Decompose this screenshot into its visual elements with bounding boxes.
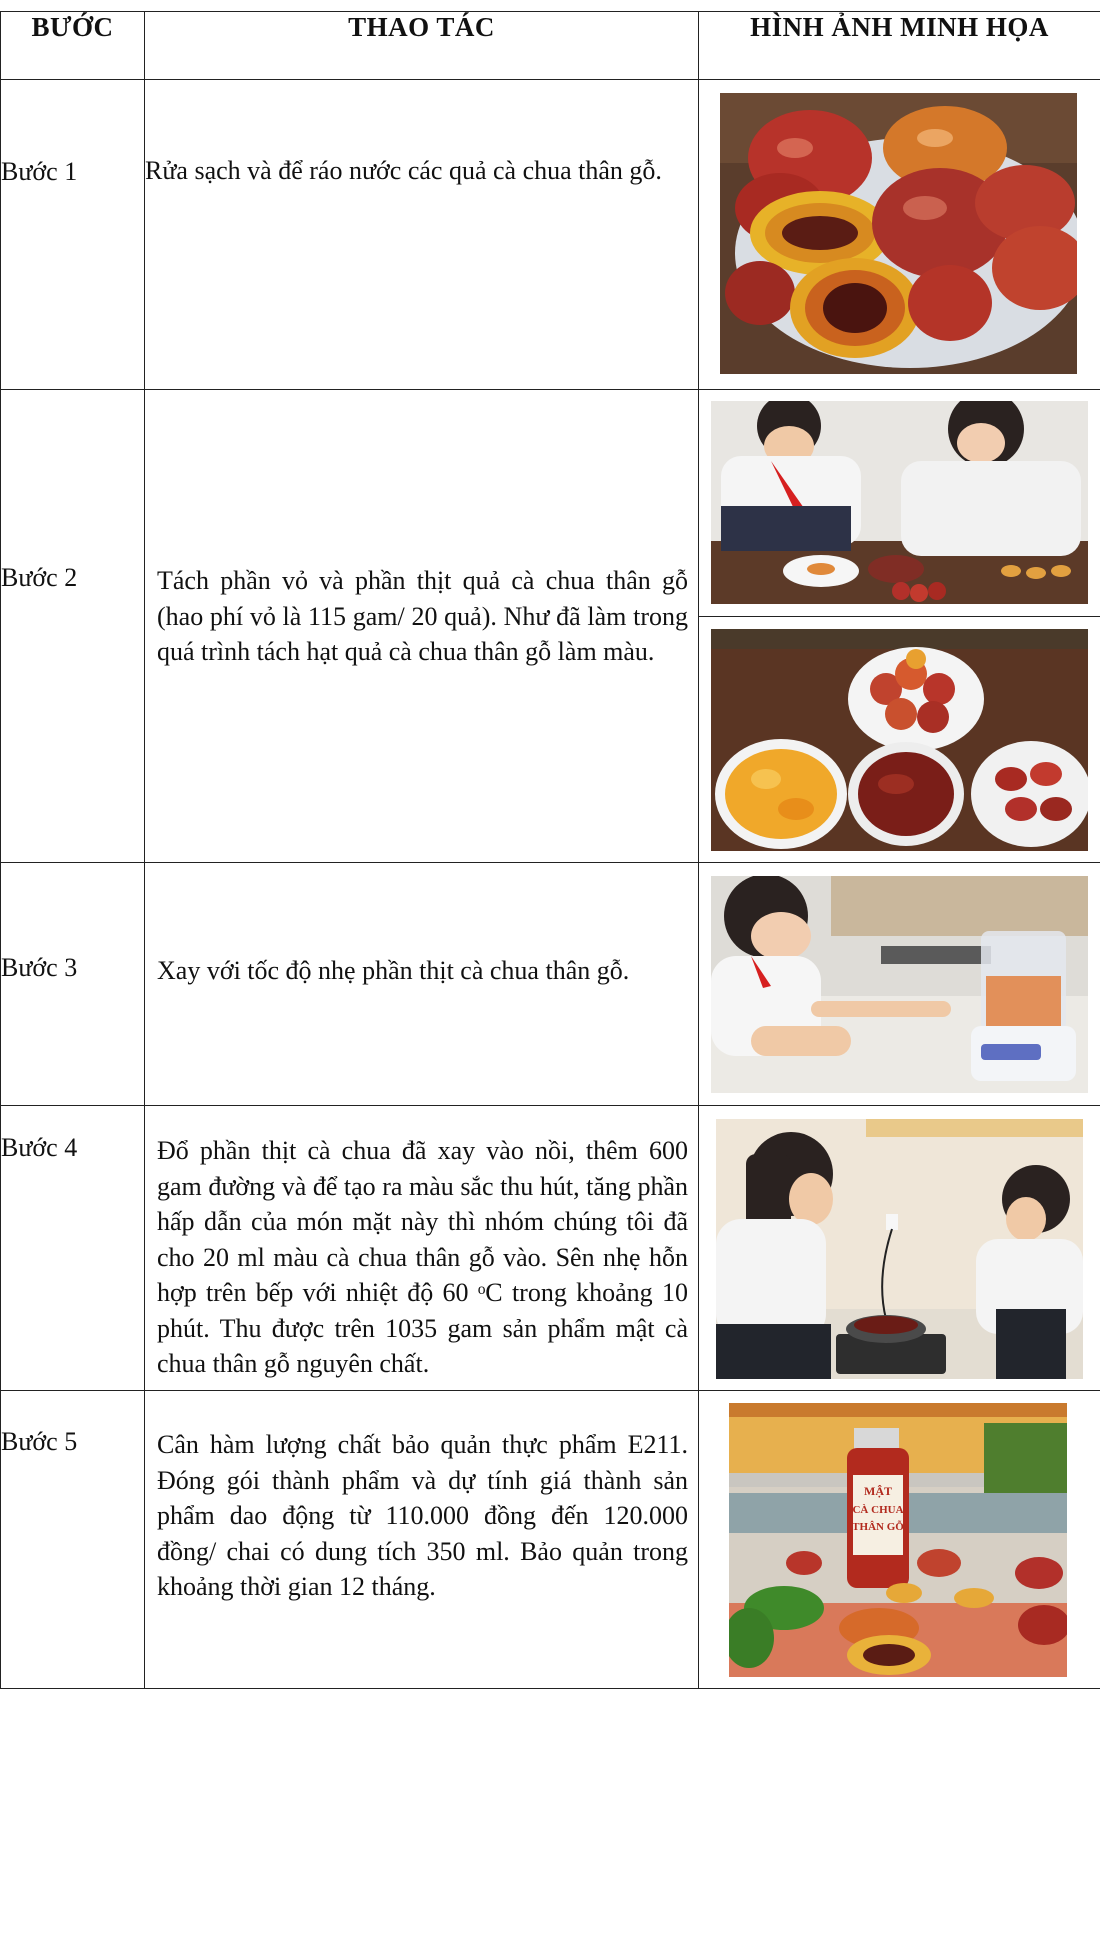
bottle-label-line: MẬT xyxy=(864,1484,892,1498)
step-text: Tách phần vỏ và phần thịt quả cà chua thân gỗ (hao phí vỏ là 115 gam/ 20 quả). Như đã làm trong quá trình tách hạt quả cà chua thân gỗ làm màu. xyxy=(157,566,688,666)
step-label: Bước 3 xyxy=(1,953,78,982)
finished-product-bottle-photo xyxy=(729,1403,1067,1677)
header-step: BƯỚC xyxy=(1,12,145,80)
photo-divider xyxy=(699,616,1100,617)
header-row xyxy=(1,12,1100,80)
step-row-2 xyxy=(1,390,1100,863)
step-row-1 xyxy=(1,80,1100,390)
bottle-label-line: THÂN GỖ xyxy=(852,1521,904,1533)
step-row-3 xyxy=(1,863,1100,1106)
step-text: Xay với tốc độ nhẹ phần thịt cà chua thân gỗ. xyxy=(157,956,630,985)
header-action: THAO TÁC xyxy=(145,12,699,80)
step-text: Cân hàm lượng chất bảo quản thực phẩm E211. Đóng gói thành phẩm và dự tính giá thành sản phẩm dao động từ 110.000 đồng đến 120.000 đồng/ chai có dung tích 350 ml. Bảo quản trong khoảng thời gian 12 tháng. xyxy=(157,1430,688,1601)
bottle-label-line: CÀ CHUA xyxy=(852,1504,904,1516)
step-text: Đổ phần thịt cà chua đã xay vào nồi, thêm 600 gam đường và để tạo ra màu sắc thu hút, tăng phần hấp dẫn của món mặt này thì nhóm chúng tôi đã cho 20 ml màu cà chua thân gỗ vào. Sên nhẹ hỗn hợp trên bếp với nhiệt độ 60 ᵒC trong khoảng 10 phút. Thu được trên 1035 gam sản phẩm mật cà chua thân gỗ nguyên chất. xyxy=(157,1136,688,1378)
separated-fruit-bowls-photo xyxy=(711,629,1088,851)
blender-photo xyxy=(711,876,1088,1093)
step-label: Bước 2 xyxy=(1,563,78,592)
step-label: Bước 4 xyxy=(1,1133,78,1162)
steps-table xyxy=(0,11,1100,1689)
tamarillo-fruits-photo xyxy=(720,93,1077,374)
step-row-5 xyxy=(1,1391,1100,1689)
step-text: Rửa sạch và để ráo nước các quả cà chua thân gỗ. xyxy=(145,156,662,185)
step-label: Bước 5 xyxy=(1,1427,78,1456)
students-separating-fruit-photo xyxy=(711,401,1088,604)
header-illustration: HÌNH ẢNH MINH HỌA xyxy=(699,12,1100,80)
step-row-4 xyxy=(1,1106,1100,1391)
step-label: Bước 1 xyxy=(1,157,78,186)
cooking-on-stove-photo xyxy=(716,1119,1083,1379)
